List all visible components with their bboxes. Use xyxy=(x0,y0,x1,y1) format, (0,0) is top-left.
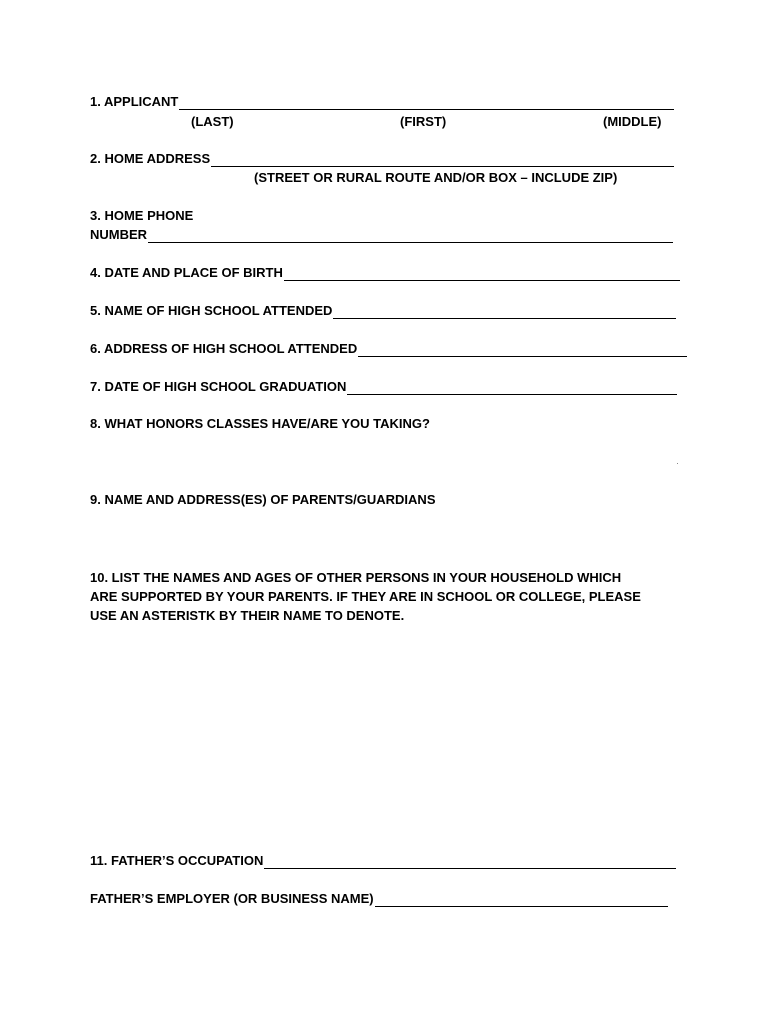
home-address-field[interactable] xyxy=(211,153,674,167)
applicant-label: 1. APPLICANT xyxy=(90,94,179,109)
graduation-label: 7. DATE OF HIGH SCHOOL GRADUATION xyxy=(90,379,347,394)
home-phone-label: 3. HOME PHONE xyxy=(90,208,194,223)
high-school-field[interactable] xyxy=(333,305,676,319)
applicant-row xyxy=(90,94,674,110)
father-occupation-label: 11. FATHER’S OCCUPATION xyxy=(90,853,264,868)
high-school-address-label: 6. ADDRESS OF HIGH SCHOOL ATTENDED xyxy=(90,341,358,356)
graduation-row xyxy=(90,379,677,395)
stray-mark xyxy=(677,463,678,464)
parents-label: 9. NAME AND ADDRESS(ES) OF PARENTS/GUARDIANS xyxy=(90,492,436,507)
applicant-name-field[interactable] xyxy=(179,96,674,110)
household-instructions: 10. LIST THE NAMES AND AGES OF OTHER PERSONS IN YOUR HOUSEHOLD WHICH ARE SUPPORTED BY YOUR PARENTS. IF THEY ARE IN SCHOOL OR COLLEGE, PLEASE USE AN ASTERISTK BY THEIR NAME TO DENOTE. xyxy=(90,570,641,623)
applicant-last-sublabel: (LAST) xyxy=(191,114,234,129)
father-employer-field[interactable] xyxy=(375,893,668,907)
high-school-address-row xyxy=(90,341,687,357)
applicant-first-sublabel: (FIRST) xyxy=(400,114,447,129)
birth-row xyxy=(90,265,680,281)
birth-label: 4. DATE AND PLACE OF BIRTH xyxy=(90,265,283,280)
home-phone-field[interactable] xyxy=(148,229,673,243)
graduation-field[interactable] xyxy=(347,381,677,395)
home-address-row xyxy=(90,151,674,167)
birth-field[interactable] xyxy=(284,267,680,281)
applicant-middle-sublabel: (MIDDLE) xyxy=(603,114,662,129)
honors-label: 8. WHAT HONORS CLASSES HAVE/ARE YOU TAKING? xyxy=(90,416,430,431)
father-occupation-field[interactable] xyxy=(264,855,676,869)
high-school-row xyxy=(90,303,676,319)
high-school-address-field[interactable] xyxy=(358,343,687,357)
home-address-hint: (STREET OR RURAL ROUTE AND/OR BOX – INCLUDE ZIP) xyxy=(254,170,618,185)
home-phone-row xyxy=(90,227,673,243)
high-school-label: 5. NAME OF HIGH SCHOOL ATTENDED xyxy=(90,303,333,318)
home-phone-number-label: NUMBER xyxy=(90,227,148,242)
father-employer-label: FATHER’S EMPLOYER (OR BUSINESS NAME) xyxy=(90,891,374,906)
father-employer-row xyxy=(90,891,668,907)
home-address-label: 2. HOME ADDRESS xyxy=(90,151,211,166)
father-occupation-row xyxy=(90,853,676,869)
